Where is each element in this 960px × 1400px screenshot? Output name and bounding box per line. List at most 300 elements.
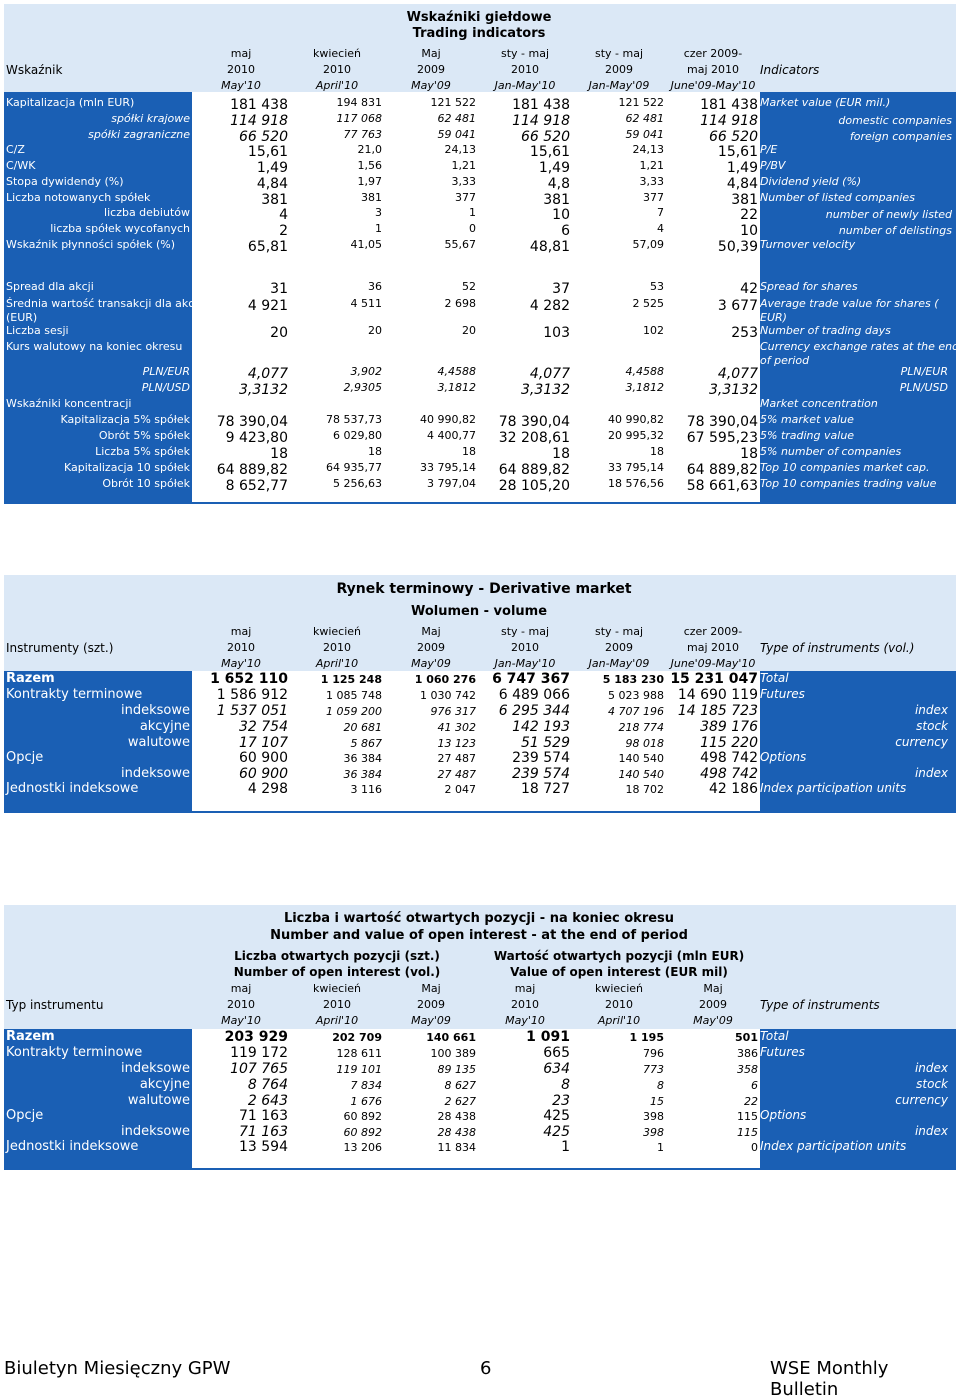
oi-left-header: Typ instrumentu [6, 998, 104, 1012]
trading-value: 78 390,04 [216, 414, 288, 430]
oi-group2-en: Value of open interest (EUR mil) [510, 965, 728, 979]
trading-col-0-l2: 2010 [227, 63, 255, 76]
trading-title-pl: Wskaźniki giełdowe [406, 10, 552, 25]
derivative-value: 218 774 [618, 721, 664, 734]
derivative-value: 51 529 [521, 735, 570, 751]
trading-col-1-l3: April'10 [315, 79, 359, 92]
oi-row-label-en: Index participation units [760, 1139, 907, 1153]
oi-value: 7 834 [350, 1079, 382, 1092]
oi-value: 28 438 [437, 1110, 476, 1123]
trading-value: 5 256,63 [333, 477, 382, 490]
oi-value: 1 091 [526, 1029, 570, 1045]
trading-col-1-l1: kwiecień [312, 47, 362, 60]
oi-value: 60 892 [343, 1126, 382, 1139]
derivative-row-label: indeksowe [121, 766, 190, 781]
oi-value: 634 [543, 1061, 570, 1077]
trading-row-label: Wskaźnik płynności spółek (%) [6, 238, 176, 251]
derivative-value: 60 900 [239, 750, 288, 766]
oi-col-3-l3: May'10 [505, 1014, 545, 1027]
derivative-value: 1 060 276 [414, 673, 476, 686]
oi-row-label-en: Options [760, 1108, 807, 1122]
trading-value: 78 390,04 [498, 414, 570, 430]
trading-row2-label-en: Number of trading days [760, 324, 891, 337]
trading-value: 3,33 [639, 175, 664, 188]
oi-col-1-l2: 2010 [323, 998, 351, 1011]
footer-page-number: 6 [480, 1358, 492, 1379]
trading-row2-label-en-cont: EUR) [760, 311, 787, 324]
trading-value: 4 [279, 207, 288, 223]
trading-value: 181 438 [230, 97, 288, 113]
oi-value: 119 172 [230, 1045, 288, 1061]
trading-row-label-en: number of delistings [838, 224, 952, 237]
derivative-col-5-l1: czer 2009- [683, 625, 743, 638]
trading-panel [4, 4, 960, 504]
trading-row-label: spółki krajowe [111, 112, 190, 125]
trading-value: 18 [552, 446, 570, 462]
trading-row-label: liczba spółek wycofanych [50, 222, 190, 235]
derivative-value: 14 185 723 [677, 703, 758, 719]
oi-col-4-l1: kwiecień [594, 982, 644, 995]
trading-row2-label-en: 5% trading value [760, 429, 855, 442]
trading-value: 64 889,82 [686, 462, 758, 478]
derivative-col-3-l3: Jan-May'10 [494, 657, 556, 670]
trading-value: 1,97 [357, 175, 382, 188]
derivative-col-1-l2: 2010 [323, 641, 351, 654]
trading-value: 1,21 [451, 159, 476, 172]
derivative-col-4-l1: sty - maj [594, 625, 644, 638]
derivative-value: 4 298 [247, 781, 288, 797]
trading-row-label: liczba debiutów [104, 206, 190, 219]
trading-value: 4,84 [256, 176, 288, 192]
oi-value: 115 [737, 1110, 758, 1123]
trading-row-label-en: domestic companies [838, 114, 952, 127]
trading-value: 50,39 [717, 239, 758, 255]
trading-col-1-l2: 2010 [323, 63, 351, 76]
trading-value: 0 [469, 222, 476, 235]
oi-title-en: Number and value of open interest - at the end of period [270, 928, 688, 943]
derivative-col-2-l2: 2009 [417, 641, 445, 654]
trading-value: 9 423,80 [225, 430, 288, 446]
oi-value: 115 [737, 1126, 758, 1139]
oi-row-label: indeksowe [121, 1124, 190, 1139]
trading-col-3-l3: Jan-May'10 [494, 79, 556, 92]
oi-value: 28 438 [437, 1126, 476, 1139]
trading-value: 65,81 [247, 239, 288, 255]
trading-value: 21,0 [357, 143, 382, 156]
derivative-value: 239 574 [512, 750, 570, 766]
derivative-value: 5 023 988 [608, 689, 664, 702]
derivative-row-label-en: Options [760, 750, 807, 764]
derivative-col-5-l3: June'09-May'10 [670, 657, 756, 670]
trading-value: 102 [643, 324, 664, 337]
derivative-value: 14 690 119 [677, 687, 758, 703]
oi-row-label: Opcje [6, 1108, 44, 1123]
derivative-value: 13 123 [437, 737, 476, 750]
trading-value: 117 068 [336, 112, 382, 125]
trading-value: 3,902 [350, 365, 382, 378]
oi-value: 89 135 [437, 1063, 476, 1076]
derivative-value: 32 754 [239, 719, 288, 735]
trading-value: 52 [462, 280, 476, 293]
trading-value: 24,13 [444, 143, 476, 156]
trading-row2-label: Kurs walutowy na koniec okresu [6, 340, 183, 353]
trading-value: 64 889,82 [498, 462, 570, 478]
trading-value: 377 [455, 191, 476, 204]
trading-value: 18 [270, 446, 288, 462]
trading-value: 20 [270, 325, 288, 341]
trading-value: 18 [650, 445, 664, 458]
trading-value: 37 [552, 281, 570, 297]
trading-value: 6 029,80 [333, 429, 382, 442]
trading-value: 55,67 [444, 238, 476, 251]
oi-group1-pl: Liczba otwartych pozycji (szt.) [234, 949, 440, 963]
derivative-col-4-l3: Jan-May'09 [588, 657, 650, 670]
trading-value: 4,077 [529, 366, 570, 382]
trading-value: 4,4588 [437, 365, 476, 378]
trading-value: 3 797,04 [427, 477, 476, 490]
trading-col-4-l2: 2009 [605, 63, 633, 76]
trading-value: 10 [740, 223, 758, 239]
trading-col-5-l2: maj 2010 [686, 63, 739, 76]
trading-row-label-en: P/BV [760, 159, 786, 172]
trading-value: 3,1812 [625, 381, 664, 394]
trading-value: 4,8 [547, 176, 570, 192]
trading-value: 1,56 [357, 159, 382, 172]
oi-value: 386 [737, 1047, 758, 1060]
oi-col-3-l2: 2010 [511, 998, 539, 1011]
trading-row-label-en: P/E [760, 143, 778, 156]
derivative-value: 98 018 [625, 737, 664, 750]
trading-value: 59 041 [437, 128, 476, 141]
derivative-value: 140 540 [618, 768, 664, 781]
oi-value: 8 [657, 1079, 664, 1092]
trading-row-label-en: foreign companies [849, 130, 952, 143]
trading-value: 53 [650, 280, 664, 293]
oi-col-0-l2: 2010 [227, 998, 255, 1011]
trading-title-en: Trading indicators [412, 26, 546, 41]
trading-value: 62 481 [625, 112, 664, 125]
oi-value: 71 163 [239, 1108, 288, 1124]
trading-value: 121 522 [618, 96, 664, 109]
oi-col-0-l1: maj [230, 982, 252, 995]
derivative-col-5-l2: maj 2010 [686, 641, 739, 654]
derivative-col-1-l3: April'10 [315, 657, 359, 670]
trading-value: 77 763 [343, 128, 382, 141]
oi-col-4-l3: April'10 [597, 1014, 641, 1027]
trading-row2-label-en-cont: of period [760, 354, 810, 367]
oi-row-label-en: currency [895, 1093, 948, 1107]
trading-row2-label: Obrót 5% spółek [98, 429, 190, 442]
trading-value: 4 511 [350, 297, 382, 310]
derivative-value: 27 487 [437, 752, 476, 765]
derivative-col-2-l3: May'09 [411, 657, 451, 670]
oi-row-label: walutowe [127, 1093, 190, 1108]
trading-value: 28 105,20 [498, 478, 570, 494]
derivative-row-label: Opcje [6, 750, 44, 765]
trading-value: 15,61 [247, 144, 288, 160]
derivative-value: 42 186 [709, 781, 758, 797]
trading-row-label: Stopa dywidendy (%) [6, 175, 124, 188]
trading-value: 10 [552, 207, 570, 223]
trading-row2-label: PLN/USD [141, 381, 190, 394]
trading-value: 114 918 [700, 113, 758, 129]
trading-col-0-l1: maj [230, 47, 252, 60]
oi-value: 2 627 [444, 1095, 476, 1108]
trading-value: 42 [740, 281, 758, 297]
oi-col-3-l1: maj [514, 982, 536, 995]
trading-row2-label: Obrót 10 spółek [102, 477, 190, 490]
oi-col-0-l3: May'10 [221, 1014, 261, 1027]
trading-value: 4 [657, 222, 664, 235]
trading-value: 3,3132 [239, 382, 288, 398]
derivative-value: 498 742 [700, 766, 758, 782]
derivative-title: Rynek terminowy - Derivative market [336, 581, 632, 597]
trading-value: 3 677 [717, 298, 758, 314]
trading-row-label-en: number of newly listed [825, 208, 952, 221]
trading-value: 3,33 [451, 175, 476, 188]
trading-value: 2,9305 [343, 381, 382, 394]
derivative-value: 17 107 [239, 735, 288, 751]
trading-value: 33 795,14 [420, 461, 476, 474]
trading-value: 381 [731, 192, 758, 208]
trading-value: 20 [368, 324, 382, 337]
oi-value: 203 929 [224, 1029, 288, 1045]
trading-row2-label: Spread dla akcji [6, 280, 94, 293]
footer-right: WSE Monthly Bulletin [770, 1358, 889, 1400]
derivative-value: 18 727 [521, 781, 570, 797]
derivative-value: 18 702 [625, 783, 664, 796]
derivative-value: 20 681 [343, 721, 382, 734]
trading-row2-label: Liczba 5% spółek [95, 445, 190, 458]
trading-value: 18 [740, 446, 758, 462]
trading-row2-label-en: Top 10 companies trading value [760, 477, 937, 490]
trading-value: 15,61 [529, 144, 570, 160]
trading-col-4-l3: Jan-May'09 [588, 79, 650, 92]
derivative-value: 2 047 [444, 783, 476, 796]
trading-value: 33 795,14 [608, 461, 664, 474]
trading-value: 57,09 [632, 238, 664, 251]
oi-value: 665 [543, 1045, 570, 1061]
derivative-col-1-l1: kwiecień [312, 625, 362, 638]
trading-col-3-l1: sty - maj [500, 47, 550, 60]
derivative-value: 41 302 [437, 721, 476, 734]
oi-value: 425 [543, 1108, 570, 1124]
trading-value: 20 [462, 324, 476, 337]
trading-value: 103 [543, 325, 570, 341]
oi-row-label-en: Total [760, 1029, 789, 1043]
trading-row2-label-en: 5% number of companies [760, 445, 902, 458]
trading-row2-label-en: Top 10 companies market cap. [760, 461, 930, 474]
oi-value: 71 163 [239, 1124, 288, 1140]
trading-value: 40 990,82 [608, 413, 664, 426]
derivative-row-label: Jednostki indeksowe [6, 781, 139, 796]
trading-row2-label-en: Market concentration [760, 397, 878, 410]
oi-row-label-en: stock [916, 1077, 948, 1091]
oi-row-label-en: index [914, 1061, 948, 1075]
derivative-value: 115 220 [700, 735, 758, 751]
oi-col-4-l2: 2010 [605, 998, 633, 1011]
trading-value: 78 390,04 [686, 414, 758, 430]
trading-value: 3,3132 [709, 382, 758, 398]
derivative-col-3-l2: 2010 [511, 641, 539, 654]
trading-value: 4 282 [529, 298, 570, 314]
derivative-col-4-l2: 2009 [605, 641, 633, 654]
trading-row2-label: Średnia wartość transakcji dla akcji [6, 297, 201, 310]
oi-right-header: Type of instruments [760, 998, 880, 1012]
oi-group2-pl: Wartość otwartych pozycji (mln EUR) [493, 949, 745, 963]
trading-row2-label-en: Average trade value for shares ( [760, 297, 939, 310]
trading-col-5-l1: czer 2009- [683, 47, 743, 60]
trading-col-3-l2: 2010 [511, 63, 539, 76]
trading-row2-label: Wskaźniki koncentracji [6, 397, 132, 410]
trading-value: 40 990,82 [420, 413, 476, 426]
trading-value: 2 525 [632, 297, 664, 310]
derivative-value: 1 125 248 [320, 673, 382, 686]
derivative-row-label: Razem [6, 671, 55, 686]
trading-value: 114 918 [230, 113, 288, 129]
trading-value: 64 889,82 [216, 462, 288, 478]
derivative-value: 36 384 [343, 752, 382, 765]
trading-row-label: Liczba notowanych spółek [6, 191, 151, 204]
oi-value: 202 709 [332, 1031, 382, 1044]
derivative-value: 1 586 912 [216, 687, 288, 703]
trading-value: 18 [462, 445, 476, 458]
trading-value: 67 595,23 [686, 430, 758, 446]
oi-value: 8 764 [247, 1077, 288, 1093]
trading-left-header: Wskaźnik [6, 63, 63, 77]
derivative-row-label-en: index [914, 703, 948, 717]
trading-value: 24,13 [632, 143, 664, 156]
trading-value: 4,077 [247, 366, 288, 382]
trading-col-5-l3: June'09-May'10 [670, 79, 756, 92]
derivative-row-label-en: stock [916, 719, 948, 733]
open-interest-panel [4, 905, 956, 1170]
derivative-value: 6 489 066 [498, 687, 570, 703]
derivative-value: 5 183 230 [602, 673, 664, 686]
derivative-value: 1 537 051 [216, 703, 288, 719]
derivative-value: 15 231 047 [670, 671, 758, 687]
trading-value: 1 [469, 206, 476, 219]
trading-value: 66 520 [239, 129, 288, 145]
derivative-row-label: Kontrakty terminowe [6, 687, 143, 702]
trading-row2-label-cont: (EUR) [6, 311, 38, 324]
trading-value: 62 481 [437, 112, 476, 125]
derivative-value: 142 193 [512, 719, 570, 735]
trading-right-header: Indicators [760, 63, 820, 77]
derivative-col-2-l1: Maj [421, 625, 441, 638]
derivative-value: 1 085 748 [326, 689, 382, 702]
derivative-value: 6 295 344 [498, 703, 570, 719]
trading-value: 377 [643, 191, 664, 204]
trading-value: 20 995,32 [608, 429, 664, 442]
derivative-value: 27 487 [437, 768, 476, 781]
trading-value: 58 661,63 [686, 478, 758, 494]
derivative-value: 140 540 [618, 752, 664, 765]
trading-value: 31 [270, 281, 288, 297]
trading-value: 22 [740, 207, 758, 223]
trading-value: 36 [368, 280, 382, 293]
trading-value: 114 918 [512, 113, 570, 129]
oi-value: 119 101 [336, 1063, 382, 1076]
trading-value: 48,81 [529, 239, 570, 255]
derivative-row-label-en: currency [895, 735, 948, 749]
oi-col-5-l1: Maj [703, 982, 723, 995]
trading-value: 4,077 [717, 366, 758, 382]
derivative-value: 36 384 [343, 768, 382, 781]
trading-row-label: C/Z [6, 143, 25, 156]
derivative-value: 976 317 [430, 705, 476, 718]
derivative-value: 5 867 [350, 737, 382, 750]
oi-col-5-l2: 2009 [699, 998, 727, 1011]
oi-value: 1 [561, 1139, 570, 1155]
oi-row-label: Jednostki indeksowe [6, 1139, 139, 1154]
derivative-col-0-l1: maj [230, 625, 252, 638]
trading-row2-label-en: Currency exchange rates at the end [760, 340, 960, 353]
trading-col-0-l3: May'10 [221, 79, 261, 92]
oi-value: 358 [737, 1063, 758, 1076]
trading-row-label-en: Number of listed companies [760, 191, 915, 204]
trading-value: 4,84 [726, 176, 758, 192]
oi-row-label: Kontrakty terminowe [6, 1045, 143, 1060]
oi-group1-en: Number of open interest (vol.) [233, 965, 441, 979]
trading-value: 6 [561, 223, 570, 239]
trading-value: 8 652,77 [225, 478, 288, 494]
trading-value: 4,4588 [625, 365, 664, 378]
oi-value: 398 [643, 1126, 664, 1139]
oi-row-label: akcyjne [139, 1077, 190, 1092]
oi-value: 6 [751, 1079, 758, 1092]
oi-value: 398 [643, 1110, 664, 1123]
derivative-value: 1 059 200 [326, 705, 382, 718]
oi-value: 425 [543, 1124, 570, 1140]
oi-row-label: Razem [6, 1029, 55, 1044]
trading-value: 181 438 [700, 97, 758, 113]
trading-value: 1,49 [726, 160, 758, 176]
trading-value: 194 831 [336, 96, 382, 109]
trading-value: 7 [657, 206, 664, 219]
oi-row-label: indeksowe [121, 1061, 190, 1076]
trading-row2-label: Kapitalizacja 10 spółek [63, 461, 190, 474]
trading-value: 3 [375, 206, 382, 219]
trading-row-label-en: Turnover velocity [760, 238, 856, 251]
oi-col-5-l3: May'09 [693, 1014, 733, 1027]
oi-value: 100 389 [430, 1047, 476, 1060]
derivative-row-label-en: index [914, 766, 948, 780]
oi-value: 8 [561, 1077, 570, 1093]
trading-col-2-l1: Maj [421, 47, 441, 60]
trading-row-label: Kapitalizacja (mln EUR) [6, 96, 135, 109]
oi-col-2-l3: May'09 [411, 1014, 451, 1027]
trading-value: 1 [375, 222, 382, 235]
derivative-subtitle: Wolumen - volume [410, 604, 548, 619]
trading-col-2-l3: May'09 [411, 79, 451, 92]
oi-value: 13 206 [343, 1141, 382, 1154]
derivative-col-0-l2: 2010 [227, 641, 255, 654]
trading-value: 4 921 [247, 298, 288, 314]
trading-value: 3,1812 [437, 381, 476, 394]
oi-col-1-l3: April'10 [315, 1014, 359, 1027]
derivative-value: 389 176 [700, 719, 758, 735]
oi-value: 773 [643, 1063, 664, 1076]
oi-value: 501 [735, 1031, 758, 1044]
trading-col-4-l1: sty - maj [594, 47, 644, 60]
oi-value: 23 [552, 1093, 570, 1109]
trading-value: 381 [543, 192, 570, 208]
trading-value: 18 576,56 [608, 477, 664, 490]
trading-value: 78 537,73 [326, 413, 382, 426]
trading-value: 4 400,77 [427, 429, 476, 442]
trading-row2-label: Kapitalizacja 5% spółek [60, 413, 190, 426]
